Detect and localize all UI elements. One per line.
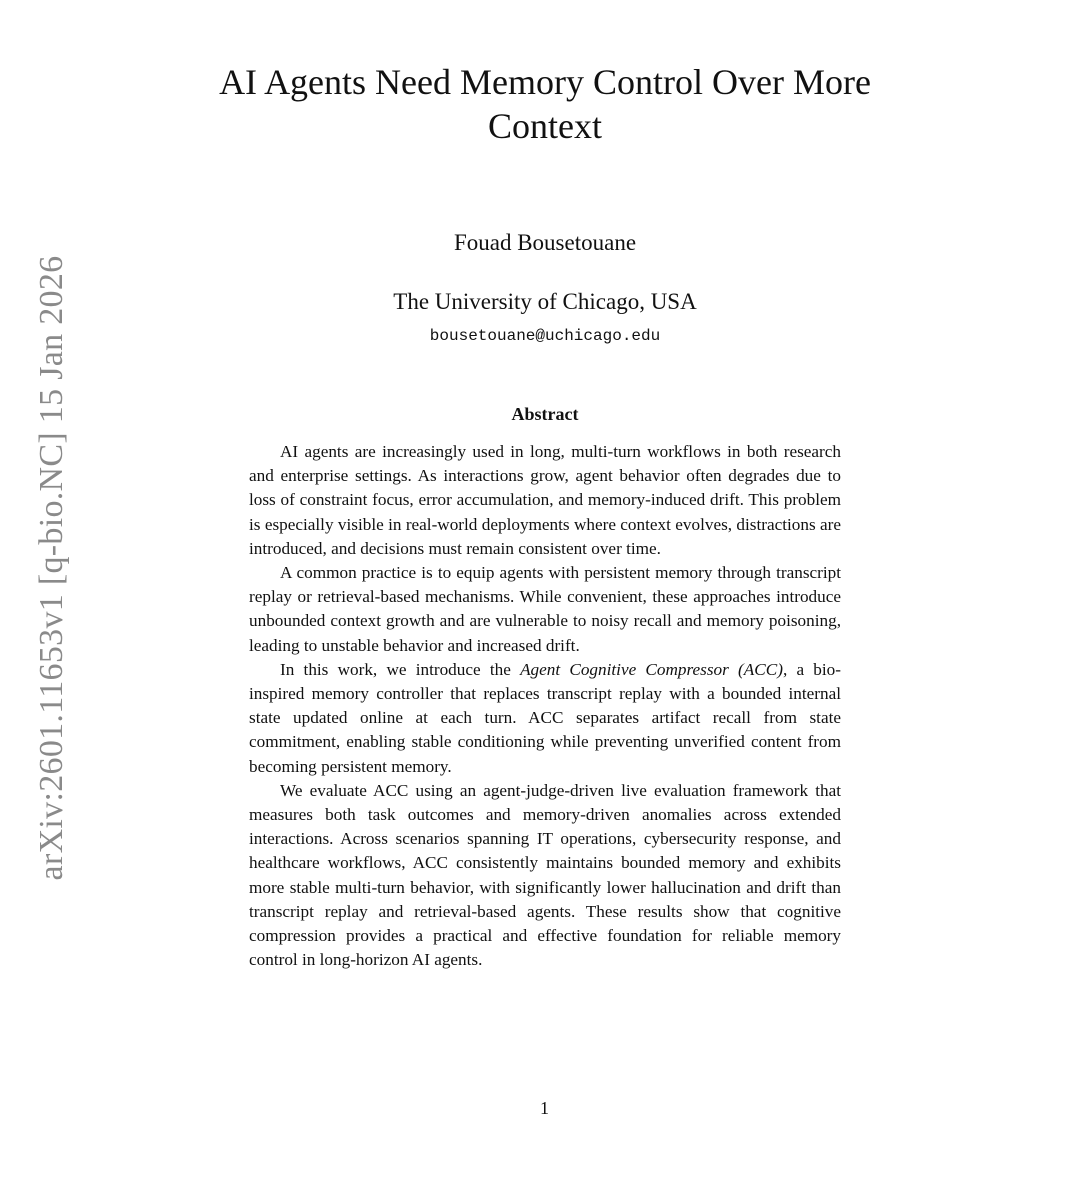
acc-term: Agent Cognitive Compressor (ACC) [520,659,783,679]
abstract-paragraph-2: A common practice is to equip agents with persistent memory through transcript replay or retrieval-based mechanisms. While convenient, these approaches introduce unbounded context growth and are vulnerable to noisy recall and memory poisoning, leading to unstable behavior and increased drift. [249,563,841,655]
abstract-body [249,440,841,972]
author-name: Fouad Bousetouane [453,230,637,255]
author-affiliation: The University of Chicago, USA [393,289,697,314]
abstract-paragraph-1: AI agents are increasingly used in long, multi-turn workflows in both research and enterprise settings. As interactions grow, agent behavior often degrades due to loss of constraint focus, error accumulation, and memory-induced drift. This problem is especially visible in real-world deployments where context evolves, distractions are introduced, and decisions must remain consistent over time. [249,442,841,558]
paper-title [160,60,930,148]
title-line-2: Context [488,106,602,146]
abstract-p3-lead: In this work, we introduce the [280,659,521,679]
page-number: 1 [540,1098,549,1118]
abstract-heading: Abstract [511,404,579,424]
abstract-paragraph-3 [249,658,841,779]
author-email: bousetouane@uchicago.edu [429,327,661,345]
abstract-p3-rest: , a bio-inspired memory controller that replaces transcript replay with a bounded internal state updated online at each turn. ACC separates artifact recall from state commitment, enabling stable conditioning while preventing unverified content from becoming persistent memory. [249,659,841,776]
title-line-1: AI Agents Need Memory Control Over More [219,62,871,102]
abstract-paragraph-4: We evaluate ACC using an agent-judge-driven live evaluation framework that measures both task outcomes and memory-driven anomalies across extended interactions. Across scenarios spanning IT operations, cybersecurity response, and healthcare workflows, ACC consistently maintains bounded memory and exhibits more stable multi-turn behavior, with significantly lower hallucination and drift than transcript replay and retrieval-based agents. These results show that cognitive compression provides a practical and effective foundation for reliable memory control in long-horizon AI agents. [249,780,841,970]
arxiv-identifier-stamp: arXiv:2601.11653v1 [q-bio.NC] 15 Jan 2026 [33,255,70,881]
